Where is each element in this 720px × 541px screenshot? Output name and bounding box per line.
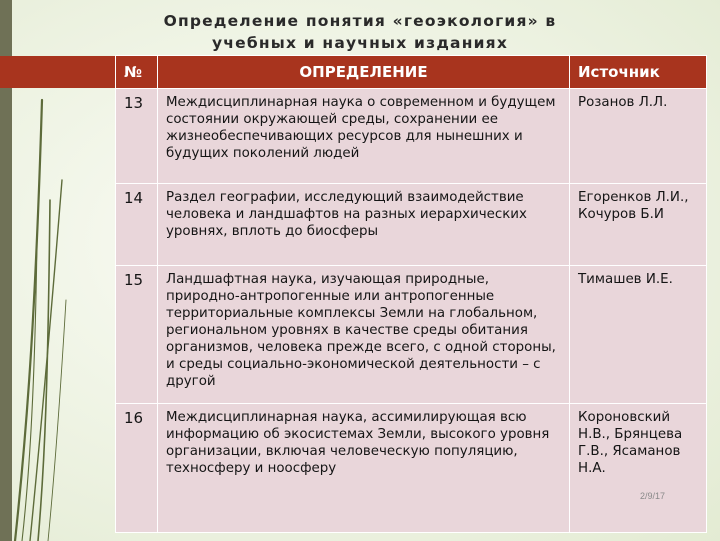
row-number: 13 <box>116 89 158 184</box>
red-arrow-shape <box>0 56 130 88</box>
header-definition: ОПРЕДЕЛЕНИЕ <box>158 56 570 89</box>
table-row <box>116 89 707 184</box>
header-source: Источник <box>570 56 707 89</box>
row-number: 14 <box>116 184 158 266</box>
row-definition: Ландшафтная наука, изучающая природные, природно-антропогенные или антропогенные территориальные комплексы Земли на глобальном, региональном уровнях в качестве среды обитания организмов, человека прежде всего, с одной стороны, и среды социально-экономической деятельности – с другой <box>158 266 570 404</box>
row-number: 15 <box>116 266 158 404</box>
row-number: 16 <box>116 404 158 533</box>
row-definition: Раздел географии, исследующий взаимодействие человека и ландшафтов на разных иерархических уровнях, вплоть до биосферы <box>158 184 570 266</box>
row-source: Короновский Н.В., Брянцева Г.В., Ясаманов Н.А. <box>570 404 707 533</box>
header-number: № <box>116 56 158 89</box>
title-line-1: Определение понятия «геоэкология» в <box>163 12 557 30</box>
table-header-row <box>116 56 707 89</box>
row-definition: Междисциплинарная наука о современном и будущем состоянии окружающей среды, сохранении ее жизнеобеспечивающих ресурсов для нынешних и будущих поколений людей <box>158 89 570 184</box>
title-line-2: учебных и научных изданиях <box>211 34 509 52</box>
table-row <box>116 184 707 266</box>
row-source: Розанов Л.Л. <box>570 89 707 184</box>
table-row <box>116 404 707 533</box>
table-row <box>116 266 707 404</box>
slide-title <box>120 10 600 54</box>
row-definition: Междисциплинарная наука, ассимилирующая всю информацию об экосистемах Земли, высокого уровня организации, включая человеческую популяцию, техносферу и ноосферу <box>158 404 570 533</box>
slide-date: 2/9/17 <box>640 491 666 501</box>
definitions-table <box>115 55 707 533</box>
row-source: Егоренков Л.И., Кочуров Б.И <box>570 184 707 266</box>
row-source: Тимашев И.Е. <box>570 266 707 404</box>
